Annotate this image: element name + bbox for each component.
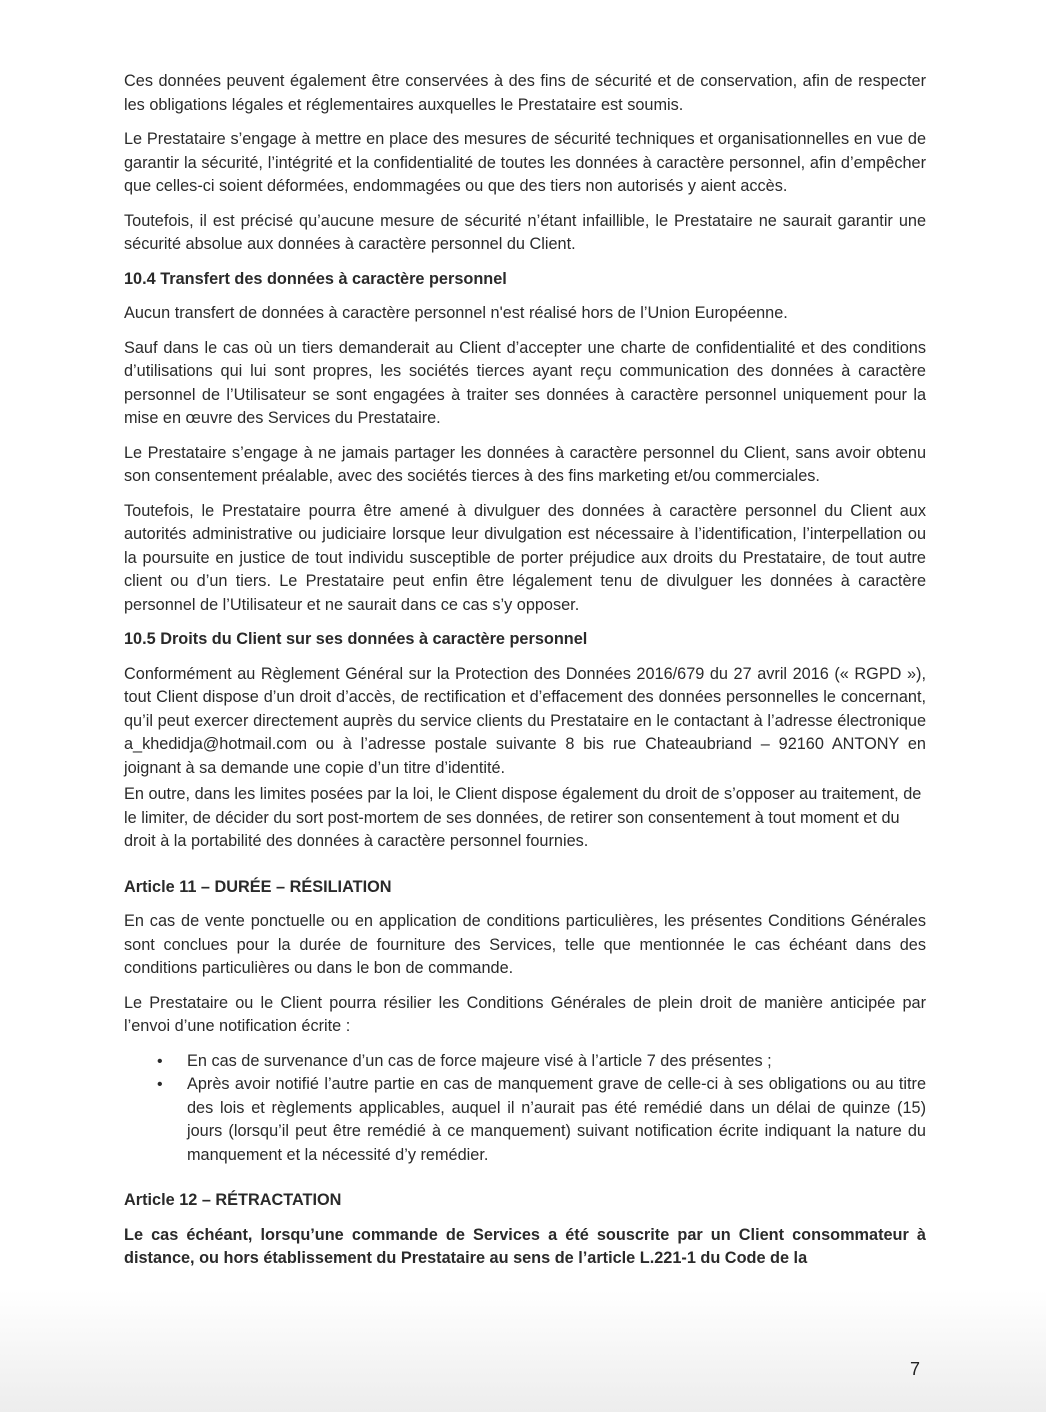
article-11-heading: Article 11 – DURÉE – RÉSILIATION xyxy=(124,877,392,896)
paragraph: Toutefois, le Prestataire pourra être amené à divulguer des données à caractère personnel du Client aux autorités administrative ou judiciaire lorsque leur divulgation est nécessaire à l’identification, l’interpellation ou la poursuite en justice de tout individu susceptible de porter préjudice aux droits du Prestataire, de tout autre client ou d’un tiers. Le Prestataire peut enfin être légalement tenu de divulguer les données à caractère personnel de l’Utilisateur et ne saurait dans ce cas s’y opposer. xyxy=(124,501,926,614)
paragraph: Sauf dans le cas où un tiers demanderait au Client d’accepter une charte de confidentialité et des conditions d’utilisations qui lui sont propres, les sociétés tierces ayant reçu communication des données à caractère personnel de l’Utilisateur se sont engagées à traiter ses données à caractère personnel uniquement pour la mise en œuvre des Services du Prestataire. xyxy=(124,338,926,427)
paragraph: Aucun transfert de données à caractère personnel n'est réalisé hors de l’Union Européenne. xyxy=(124,304,788,322)
page-content xyxy=(124,70,926,1282)
page-number: 7 xyxy=(910,1359,921,1379)
paragraph: En outre, dans les limites posées par la loi, le Client dispose également du droit de s’opposer au traitement, de le limiter, de décider du sort post-mortem de ses données, de retirer son consentement à tout moment et du droit à la portabilité des données à caractère personnel fournies. xyxy=(124,785,922,850)
paragraph: Le Prestataire s’engage à ne jamais partager les données à caractère personnel du Client, sans avoir obtenu son consentement préalable, avec des sociétés tierces à des fins marketing et/ou commerciales. xyxy=(124,443,926,485)
section-heading-10-4: 10.4 Transfert des données à caractère personnel xyxy=(124,269,507,288)
list-item xyxy=(124,1073,926,1167)
bullet-icon: • xyxy=(157,1052,163,1070)
bullet-list xyxy=(124,1050,926,1168)
section-heading-10-5: 10.5 Droits du Client sur ses données à caractère personnel xyxy=(124,630,588,648)
paragraph: Ces données peuvent également être conservées à des fins de sécurité et de conservation, afin de respecter les obligations légales et réglementaires auxquelles le Prestataire est soumis. xyxy=(124,72,926,114)
paragraph: Toutefois, il est précisé qu’aucune mesure de sécurité n’étant infaillible, le Prestataire ne saurait garantir une sécurité absolue aux données à caractère personnel du Client. xyxy=(124,211,926,253)
list-item-text: En cas de survenance d’un cas de force majeure visé à l’article 7 des présentes ; xyxy=(187,1051,772,1070)
paragraph: Le Prestataire ou le Client pourra résilier les Conditions Générales de plein droit de manière anticipée par l’envoi d’une notification écrite : xyxy=(124,993,926,1035)
list-item-text: Après avoir notifié l’autre partie en cas de manquement grave de celle-ci à ses obligations ou au titre des lois et règlements applicables, auquel il n’aurait pas été remédié dans un délai de quinze (15) jours (lorsqu’il peut être remédié à ce manquement) suivant notification écrite indiquant la nature du manquement et la nécessité d’y remédier. xyxy=(187,1075,926,1164)
paragraph: Conformément au Règlement Général sur la Protection des Données 2016/679 du 27 avril 2016 (« RGPD »), tout Client dispose d’un droit d’accès, de rectification et d’effacement des données personnelles le concernant, qu’il peut exercer directement auprès du service clients du Prestataire en le contactant à l’adresse électronique a_khedidja@hotmail.com ou à l’adresse postale suivante 8 bis rue Chateaubriand – 92160 ANTONY en joignant à sa demande une copie d’un titre d’identité. xyxy=(124,664,926,777)
list-item xyxy=(124,1050,926,1074)
paragraph: Le Prestataire s’engage à mettre en place des mesures de sécurité techniques et organisationnelles en vue de garantir la sécurité, l’intégrité et la confidentialité de toutes les données à caractère personnel, afin d’empêcher que celles-ci soient déformées, endommagées ou que des tiers non autorisés y aient accès. xyxy=(124,130,926,195)
paragraph: Le cas échéant, lorsqu’une commande de Services a été souscrite par un Client consommateur à distance, ou hors établissement du Prestataire au sens de l’article L.221-1 du Code de la xyxy=(124,1225,926,1267)
bullet-icon: • xyxy=(157,1076,163,1093)
paragraph: En cas de vente ponctuelle ou en application de conditions particulières, les présentes Conditions Générales sont conclues pour la durée de fourniture des Services, telle que mentionnée le cas échéant dans des conditions particulières ou dans le bon de commande. xyxy=(124,912,926,977)
article-12-heading: Article 12 – RÉTRACTATION xyxy=(124,1191,342,1209)
